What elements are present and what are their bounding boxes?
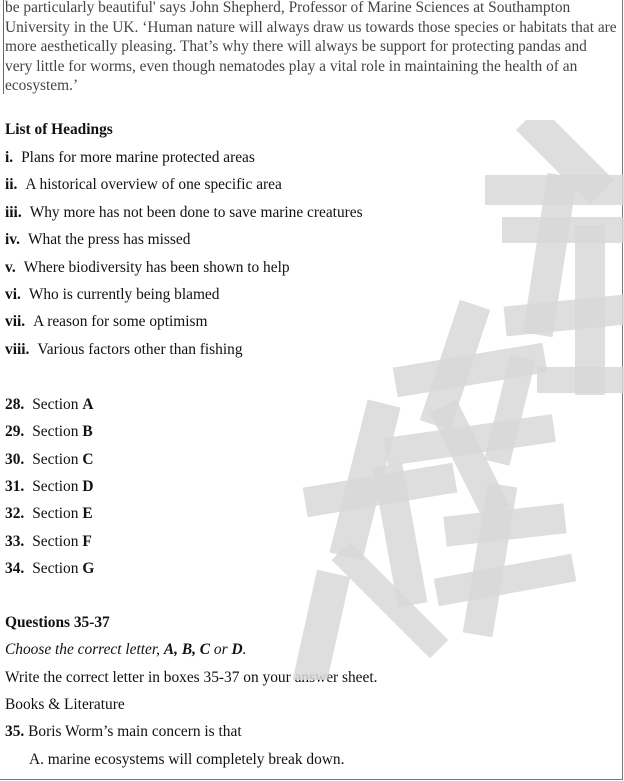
section-word: Section — [32, 396, 79, 413]
heading-numeral: viii. — [5, 340, 30, 358]
choose-instruction — [5, 640, 246, 660]
questions-title: Questions 35-37 — [5, 614, 110, 631]
question-35-number: 35. — [5, 723, 25, 740]
books-label: Books & Literature — [5, 696, 125, 713]
section-word: Section — [32, 532, 79, 550]
section-number: 28. — [5, 396, 25, 413]
left-rule — [3, 0, 4, 94]
section-item — [5, 422, 93, 442]
or-word: or — [210, 641, 232, 658]
section-word: Section — [32, 423, 79, 441]
section-letter: B — [82, 423, 93, 441]
sep-2: , — [192, 641, 200, 658]
section-number: 32. — [5, 505, 25, 523]
letter-d: D — [231, 641, 243, 658]
heading-text: Who is currently being blamed — [28, 286, 220, 303]
section-letter: G — [82, 559, 95, 577]
section-item — [5, 450, 94, 470]
section-item — [5, 395, 94, 415]
heading-numeral: v. — [5, 258, 16, 276]
heading-text: Plans for more marine protected areas — [21, 149, 255, 166]
section-word: Section — [32, 559, 79, 577]
headings-title: List of Headings — [5, 121, 113, 138]
instruction-end: . — [242, 641, 247, 658]
section-number: 33. — [5, 532, 25, 550]
heading-item — [5, 148, 255, 168]
section-letter: C — [82, 450, 94, 468]
question-35-option-a: A. marine ecosystems will completely break down. — [29, 751, 345, 768]
heading-item — [5, 230, 190, 250]
question-35 — [5, 722, 242, 742]
section-word: Section — [32, 505, 79, 523]
letter-c: C — [199, 641, 211, 658]
section-number: 30. — [5, 450, 25, 468]
heading-item — [5, 312, 208, 332]
heading-item — [5, 340, 243, 360]
question-35-text: Boris Worm’s main concern is that — [28, 723, 242, 740]
heading-item — [5, 258, 290, 278]
heading-text: What the press has missed — [27, 231, 191, 249]
heading-item — [5, 175, 282, 195]
instruction-prefix: Choose the correct letter, — [5, 641, 164, 658]
heading-text: A historical overview of one specific area — [25, 176, 282, 194]
heading-text: Various factors other than fishing — [37, 340, 243, 358]
section-number: 29. — [5, 423, 25, 441]
write-instruction: Write the correct letter in boxes 35-37 on your answer sheet. — [5, 669, 378, 686]
heading-text: Where biodiversity has been shown to help — [23, 258, 290, 276]
section-letter: E — [82, 505, 93, 523]
section-number: 34. — [5, 559, 25, 577]
heading-item — [5, 285, 219, 305]
sep-1: , — [174, 641, 182, 658]
heading-numeral: ii. — [5, 176, 18, 194]
section-letter: A — [82, 396, 94, 413]
heading-numeral: vii. — [5, 313, 26, 331]
section-item — [5, 504, 93, 524]
heading-numeral: vi. — [5, 286, 21, 303]
section-letter: D — [82, 477, 94, 495]
section-number: 31. — [5, 477, 25, 495]
heading-numeral: iii. — [5, 203, 22, 221]
heading-text: A reason for some optimism — [33, 313, 208, 331]
heading-item — [5, 203, 363, 223]
heading-text: Why more has not been done to save marine creatures — [29, 203, 363, 221]
section-word: Section — [32, 450, 79, 468]
heading-numeral: i. — [5, 149, 14, 166]
letter-a: A — [163, 641, 175, 658]
section-word: Section — [32, 477, 79, 495]
section-item — [5, 532, 92, 552]
section-item — [5, 559, 94, 579]
section-item — [5, 477, 94, 497]
heading-numeral: iv. — [5, 231, 20, 249]
section-letter: F — [82, 532, 92, 550]
letter-b: B — [181, 641, 193, 658]
intro-paragraph: be particularly beautiful' says John Shepherd, Professor of Marine Sciences at Southampton University in the UK. ‘Human nature will always draw us towards those species or habitats that are more aesthetically pleasing. That’s why there will always be support for protecting pandas and very little for worms, even though nematodes play a vital role in maintaining the health of an ecosystem.’ — [5, 0, 617, 95]
